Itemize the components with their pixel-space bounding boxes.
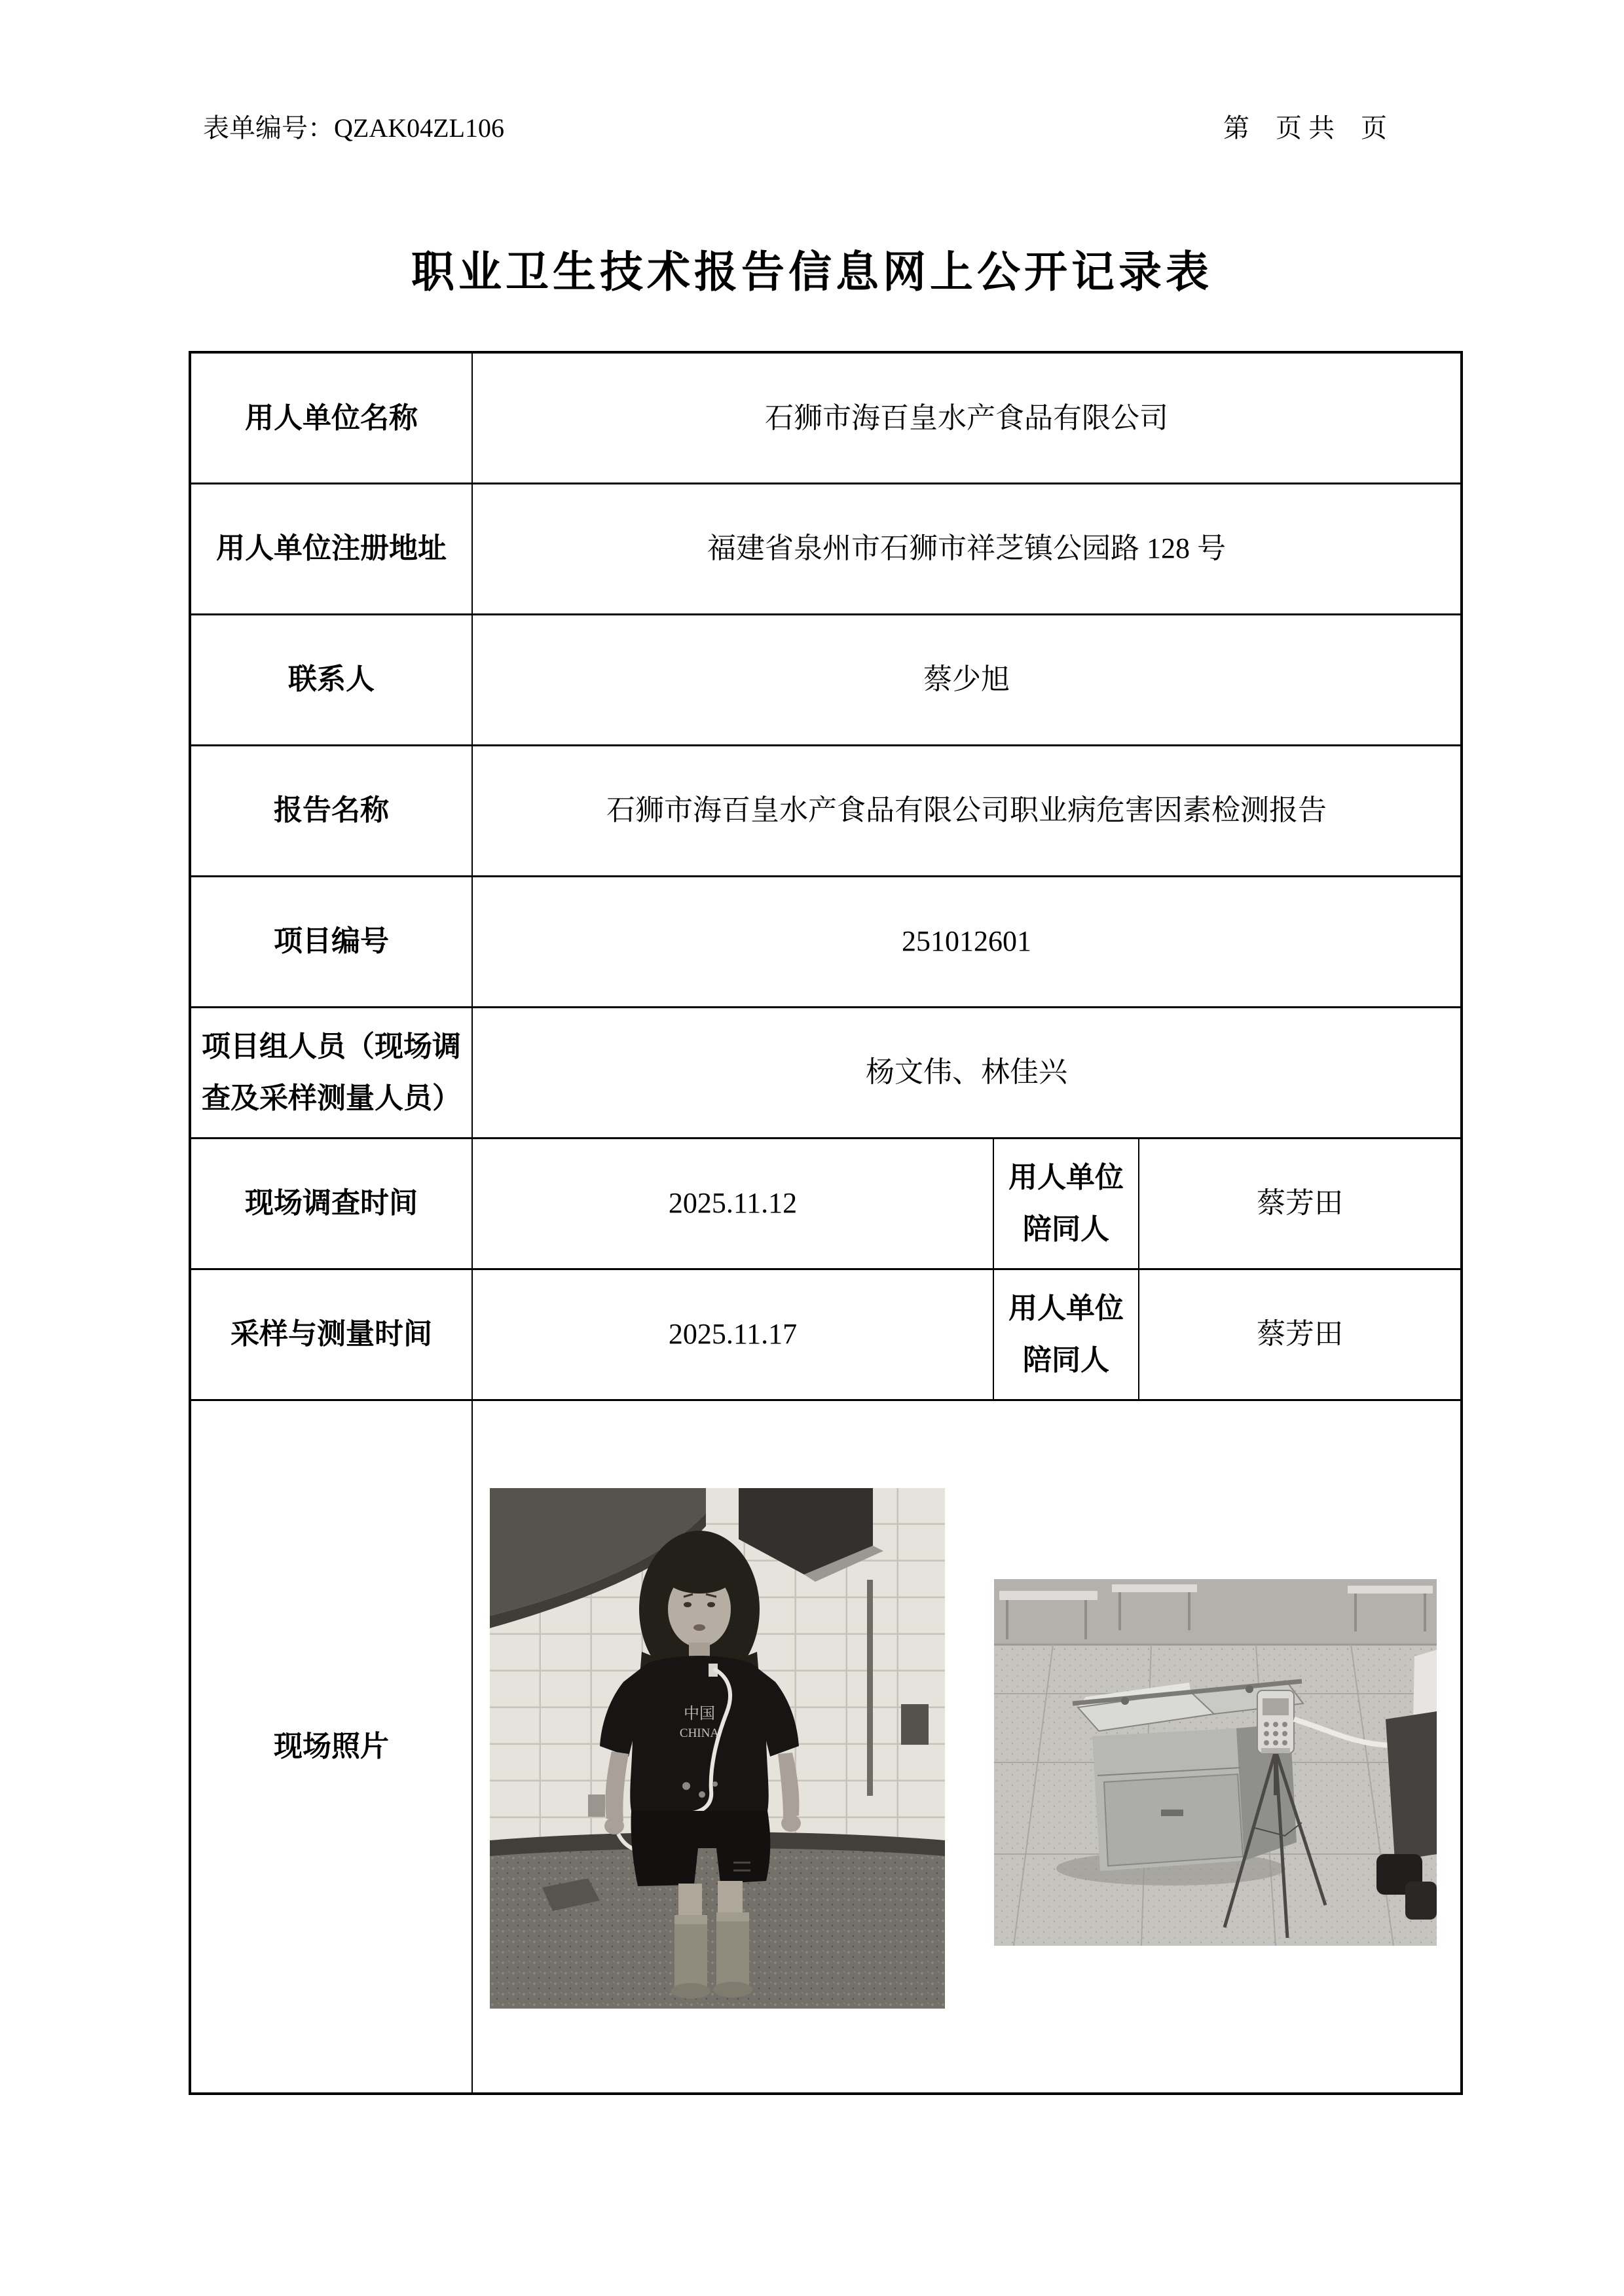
field-value-contact-person: 蔡少旭 [472, 614, 1462, 745]
field-label-sampling-time: 采样与测量时间 [190, 1269, 472, 1400]
site-photo-equipment [994, 1579, 1437, 1946]
field-value-site-survey-time: 2025.11.12 [472, 1138, 993, 1269]
form-number: 表单编号：QZAK04ZL106 [203, 113, 504, 143]
site-photo-worker [490, 1488, 945, 2009]
table-row-sampling-time [190, 1269, 1462, 1400]
page-indicator: 第 页 共 页 [1223, 113, 1387, 143]
field-value-registered-address: 福建省泉州市石狮市祥芝镇公园路 128 号 [472, 483, 1462, 614]
page-title: 职业卫生技术报告信息网上公开记录表 [411, 249, 1213, 297]
table-row-report-name [190, 745, 1462, 876]
field-label-project-team: 项目组人员（现场调查及采样测量人员） [190, 1007, 472, 1138]
field-label-sampling-companion [993, 1269, 1139, 1400]
field-label-report-name: 报告名称 [190, 745, 472, 876]
equipment-photo-illustration [994, 1579, 1437, 1946]
table-row-contact-person [190, 614, 1462, 745]
field-label-survey-companion [993, 1138, 1139, 1269]
field-value-project-number: 251012601 [472, 876, 1462, 1007]
table-row-employer-name [190, 352, 1462, 483]
survey-companion-label-text: 用人单位陪同人 [1008, 1161, 1124, 1245]
field-value-report-name: 石狮市海百皇水产食品有限公司职业病危害因素检测报告 [472, 745, 1462, 876]
sampling-companion-label-text: 用人单位陪同人 [1008, 1292, 1124, 1376]
site-photos-cell [472, 1400, 1462, 2094]
shirt-print-line1: 中国 [684, 1705, 715, 1722]
field-value-project-team: 杨文伟、林佳兴 [472, 1007, 1462, 1138]
field-label-site-survey-time: 现场调查时间 [190, 1138, 472, 1269]
field-value-employer-name: 石狮市海百皇水产食品有限公司 [472, 352, 1462, 483]
field-value-sampling-companion: 蔡芳田 [1139, 1269, 1462, 1400]
worker-photo-illustration [490, 1488, 945, 2009]
field-label-project-number: 项目编号 [190, 876, 472, 1007]
field-value-survey-companion: 蔡芳田 [1139, 1138, 1462, 1269]
shirt-print-line2: CHINA [679, 1726, 720, 1740]
table-row-project-number [190, 876, 1462, 1007]
field-label-site-photos: 现场照片 [190, 1400, 472, 2094]
table-row-site-photos [190, 1400, 1462, 2094]
page-header [203, 113, 1387, 144]
field-value-sampling-time: 2025.11.17 [472, 1269, 993, 1400]
table-row-registered-address [190, 483, 1462, 614]
field-label-contact-person: 联系人 [190, 614, 472, 745]
field-label-employer-name: 用人单位名称 [190, 352, 472, 483]
table-row-project-team [190, 1007, 1462, 1138]
record-table [189, 351, 1463, 2095]
field-label-registered-address: 用人单位注册地址 [190, 483, 472, 614]
table-row-site-survey-time [190, 1138, 1462, 1269]
